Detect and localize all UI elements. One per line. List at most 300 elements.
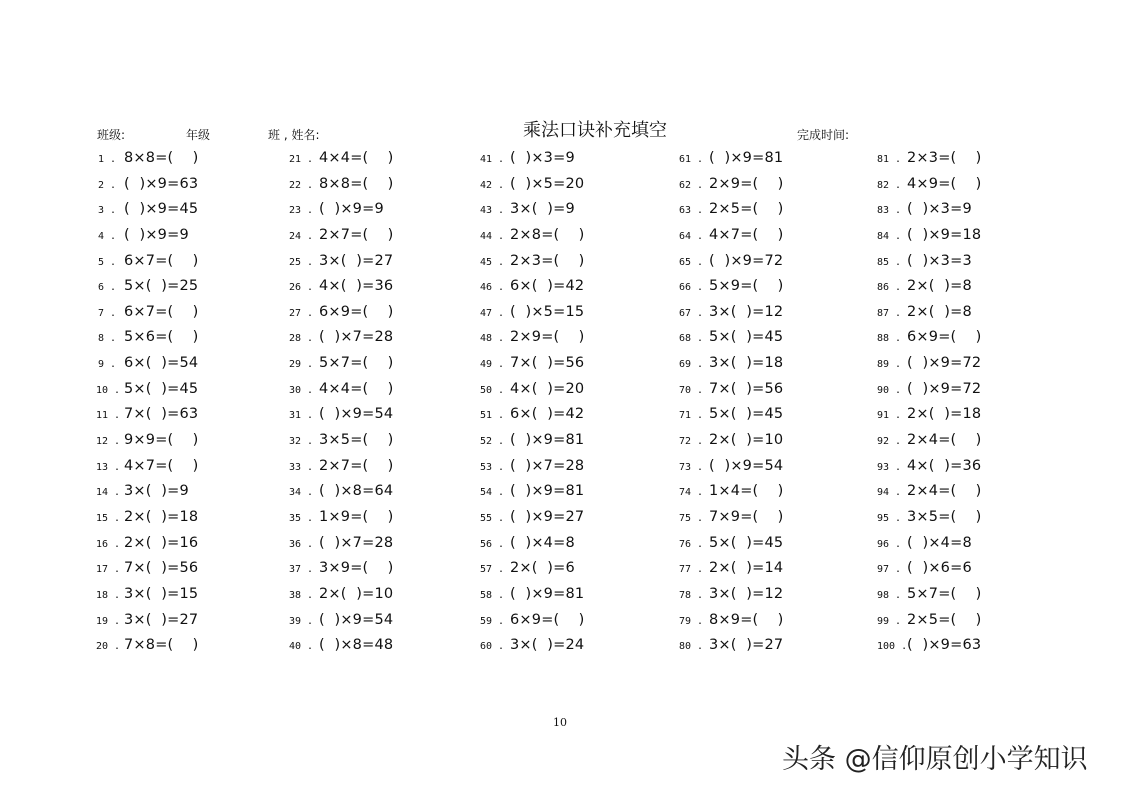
problem-expression: ( )×7=28 xyxy=(510,457,585,474)
problem-number: 47 . xyxy=(480,307,505,319)
problem-item xyxy=(679,606,784,632)
problem-number: 5 . xyxy=(97,256,116,268)
problem-number: 34 . xyxy=(289,487,314,499)
problem-number: 77 . xyxy=(679,564,704,576)
problem-expression: 2×4=( ) xyxy=(907,432,982,449)
problem-item xyxy=(480,298,585,324)
problem-item xyxy=(679,503,784,529)
problem-item xyxy=(289,298,394,324)
problem-number: 58 . xyxy=(480,589,505,601)
problem-expression: ( )×8=48 xyxy=(319,637,394,654)
problem-expression: 3×( )=12 xyxy=(709,585,784,602)
problem-number: 6 . xyxy=(97,282,116,294)
problem-number: 18 . xyxy=(96,589,121,601)
problem-number: 29 . xyxy=(289,359,314,371)
problem-item xyxy=(480,529,585,555)
problem-number: 12 . xyxy=(96,436,121,448)
problem-number: 61 . xyxy=(679,154,704,165)
problem-item xyxy=(480,247,585,273)
problem-item xyxy=(480,272,585,298)
problem-number: 95 . xyxy=(877,512,902,524)
problem-number: 19 . xyxy=(96,615,121,627)
problem-expression: 6×7=( ) xyxy=(124,303,199,320)
problem-expression: 5×( )=45 xyxy=(124,380,199,397)
problem-number: 33 . xyxy=(289,461,314,473)
problem-item xyxy=(877,272,982,298)
problem-number: 74 . xyxy=(679,487,704,499)
problem-number: 2 . xyxy=(97,179,116,191)
problem-item xyxy=(289,631,394,657)
problem-expression: 2×( )=14 xyxy=(709,560,784,577)
problem-item xyxy=(96,144,199,170)
problem-expression: 5×9=( ) xyxy=(709,278,784,295)
problem-expression: 2×3=( ) xyxy=(907,150,982,166)
problem-number: 63 . xyxy=(679,205,704,217)
watermark: 头条 @信仰原创小学知识 xyxy=(782,744,1088,775)
problem-item xyxy=(480,144,585,170)
problem-number: 21 . xyxy=(289,154,314,165)
problem-item xyxy=(877,503,982,529)
problem-number: 22 . xyxy=(289,179,314,191)
problem-expression: 7×( )=56 xyxy=(124,560,199,577)
problem-number: 53 . xyxy=(480,461,505,473)
problem-number: 90 . xyxy=(877,384,902,396)
problem-number: 78 . xyxy=(679,589,704,601)
problem-expression: 7×( )=56 xyxy=(510,355,585,372)
problem-number: 79 . xyxy=(679,615,704,627)
problem-expression: ( )×9=54 xyxy=(709,457,784,474)
problem-number: 60 . xyxy=(480,641,505,653)
problem-item xyxy=(480,426,585,452)
problem-item xyxy=(877,247,982,273)
problem-item xyxy=(289,247,394,273)
problem-number: 27 . xyxy=(289,307,314,319)
problem-item xyxy=(96,452,199,478)
problem-number: 94 . xyxy=(877,487,902,499)
problem-number: 37 . xyxy=(289,564,314,576)
problem-number: 69 . xyxy=(679,359,704,371)
problem-expression: 2×9=( ) xyxy=(510,329,585,346)
problem-item xyxy=(289,195,394,221)
problem-item xyxy=(679,247,784,273)
problem-expression: ( )×9=27 xyxy=(510,508,585,525)
problem-expression: 2×5=( ) xyxy=(907,611,982,628)
problem-expression: 8×8=( ) xyxy=(319,175,394,192)
problem-item xyxy=(289,606,394,632)
problem-item xyxy=(96,170,199,196)
problem-expression: ( )×9=54 xyxy=(319,611,394,628)
problem-expression: ( )×8=64 xyxy=(319,483,394,500)
problem-item xyxy=(480,477,585,503)
problem-expression: 6×7=( ) xyxy=(124,252,199,269)
problem-number: 15 . xyxy=(96,512,121,524)
problem-number: 57 . xyxy=(480,564,505,576)
problem-expression: ( )×9=18 xyxy=(907,226,982,243)
problem-expression: ( )×5=15 xyxy=(510,303,585,320)
problem-item xyxy=(289,426,394,452)
problem-expression: 5×7=( ) xyxy=(319,355,394,372)
problem-number: 46 . xyxy=(480,282,505,294)
problem-number: 84 . xyxy=(877,230,902,242)
problem-item xyxy=(877,195,982,221)
page-number: 10 xyxy=(553,716,567,729)
problem-expression: 1×4=( ) xyxy=(709,483,784,500)
problem-number: 28 . xyxy=(289,333,314,345)
problem-expression: 5×6=( ) xyxy=(124,329,199,346)
class-name-label: 班 , 姓名: xyxy=(268,128,320,142)
problem-number: 99 . xyxy=(877,615,902,627)
problem-number: 23 . xyxy=(289,205,314,217)
problem-expression: ( )×3=3 xyxy=(907,252,972,269)
problem-number: 40 . xyxy=(289,641,314,653)
problem-expression: 3×( )=18 xyxy=(709,355,784,372)
problem-expression: 4×4=( ) xyxy=(319,150,394,166)
problem-number: 93 . xyxy=(877,461,902,473)
problem-expression: ( )×9=54 xyxy=(319,406,394,423)
problem-expression: 2×( )=8 xyxy=(907,278,972,295)
problem-expression: 4×( )=36 xyxy=(319,278,394,295)
problem-number: 67 . xyxy=(679,307,704,319)
problem-expression: 6×9=( ) xyxy=(907,329,982,346)
problem-number: 31 . xyxy=(289,410,314,422)
problem-item xyxy=(877,375,982,401)
problem-expression: 2×( )=18 xyxy=(907,406,982,423)
problem-number: 50 . xyxy=(480,384,505,396)
problem-item xyxy=(289,452,394,478)
problem-item xyxy=(96,400,199,426)
problem-expression: ( )×5=20 xyxy=(510,175,585,192)
problem-item xyxy=(96,349,199,375)
problem-expression: 2×4=( ) xyxy=(907,483,982,500)
problem-item xyxy=(289,554,394,580)
problem-number: 42 . xyxy=(480,179,505,191)
problem-expression: 2×9=( ) xyxy=(709,175,784,192)
problem-expression: 3×( )=24 xyxy=(510,637,585,654)
problem-item xyxy=(877,170,982,196)
problem-item xyxy=(679,580,784,606)
problem-number: 76 . xyxy=(679,538,704,550)
problem-expression: 2×5=( ) xyxy=(709,201,784,218)
problem-expression: 2×7=( ) xyxy=(319,457,394,474)
problem-number: 62 . xyxy=(679,179,704,191)
problem-number: 83 . xyxy=(877,205,902,217)
problem-item xyxy=(289,529,394,555)
problem-expression: 3×9=( ) xyxy=(319,560,394,577)
problem-expression: 4×4=( ) xyxy=(319,380,394,397)
problem-number: 7 . xyxy=(97,307,116,319)
problem-item xyxy=(96,503,199,529)
problem-item xyxy=(289,375,394,401)
problem-item xyxy=(480,349,585,375)
problem-expression: 7×8=( ) xyxy=(124,637,199,654)
problem-expression: 4×7=( ) xyxy=(709,226,784,243)
problem-item xyxy=(96,375,199,401)
problem-expression: 2×8=( ) xyxy=(510,226,585,243)
problem-item xyxy=(877,426,982,452)
problem-item xyxy=(480,452,585,478)
problem-item xyxy=(679,170,784,196)
problem-number: 17 . xyxy=(96,564,121,576)
problem-number: 8 . xyxy=(97,333,116,345)
problem-expression: 4×7=( ) xyxy=(124,457,199,474)
problem-item xyxy=(480,400,585,426)
grade-label: 年级 xyxy=(186,128,211,142)
problem-expression: 3×( )=15 xyxy=(124,585,199,602)
problem-expression: 8×8=( ) xyxy=(124,150,199,166)
problem-expression: ( )×7=28 xyxy=(319,329,394,346)
problem-expression: 3×( )=27 xyxy=(124,611,199,628)
problem-number: 52 . xyxy=(480,436,505,448)
problem-expression: ( )×9=81 xyxy=(510,585,585,602)
problem-number: 70 . xyxy=(679,384,704,396)
problem-item xyxy=(877,349,982,375)
problem-expression: 5×( )=45 xyxy=(709,329,784,346)
problem-item xyxy=(679,195,784,221)
problem-item xyxy=(289,221,394,247)
problem-item xyxy=(877,144,982,170)
problem-item xyxy=(96,272,199,298)
problem-expression: 3×( )=9 xyxy=(510,201,575,218)
problem-expression: 5×( )=45 xyxy=(709,534,784,551)
problem-expression: 2×( )=10 xyxy=(319,585,394,602)
problem-item xyxy=(96,323,199,349)
problem-number: 16 . xyxy=(96,538,121,550)
problem-number: 85 . xyxy=(877,256,902,268)
problem-item xyxy=(679,529,784,555)
problem-item xyxy=(96,529,199,555)
problem-item xyxy=(679,631,784,657)
problem-item xyxy=(96,247,199,273)
problem-number: 3 . xyxy=(97,205,116,217)
problem-expression: ( )×4=8 xyxy=(510,534,575,551)
problem-item xyxy=(480,170,585,196)
problem-expression: 6×( )=42 xyxy=(510,406,585,423)
problem-item xyxy=(289,580,394,606)
problem-expression: 5×7=( ) xyxy=(907,585,982,602)
problem-expression: ( )×9=81 xyxy=(709,150,784,166)
class-label: 班级: xyxy=(97,128,126,142)
problem-item xyxy=(96,477,199,503)
problem-item xyxy=(679,298,784,324)
problem-item xyxy=(96,221,199,247)
problem-item xyxy=(679,221,784,247)
problem-expression: 3×5=( ) xyxy=(907,508,982,525)
problem-number: 14 . xyxy=(96,487,121,499)
problem-expression: 7×9=( ) xyxy=(709,508,784,525)
problem-expression: 2×3=( ) xyxy=(510,252,585,269)
problem-number: 97 . xyxy=(877,564,902,576)
problem-number: 66 . xyxy=(679,282,704,294)
problem-number: 71 . xyxy=(679,410,704,422)
problem-expression: ( )×9=45 xyxy=(124,201,199,218)
problem-item xyxy=(679,144,784,170)
problem-number: 20 . xyxy=(96,641,121,653)
problem-number: 44 . xyxy=(480,230,505,242)
problem-expression: 6×9=( ) xyxy=(510,611,585,628)
problem-number: 39 . xyxy=(289,615,314,627)
problem-number: 54 . xyxy=(480,487,505,499)
problem-number: 11 . xyxy=(96,410,121,422)
problem-number: 91 . xyxy=(877,410,902,422)
problem-expression: ( )×9=63 xyxy=(907,637,982,654)
problem-item xyxy=(480,195,585,221)
problem-item xyxy=(877,631,982,657)
problem-item xyxy=(877,606,982,632)
problem-number: 25 . xyxy=(289,256,314,268)
problem-number: 41 . xyxy=(480,154,505,165)
problem-column-1 xyxy=(96,144,199,657)
problem-item xyxy=(679,323,784,349)
problem-expression: 4×( )=36 xyxy=(907,457,982,474)
problem-expression: 9×9=( ) xyxy=(124,432,199,449)
problem-item xyxy=(679,400,784,426)
problem-item xyxy=(289,477,394,503)
problem-item xyxy=(877,554,982,580)
worksheet-title: 乘法口诀补充填空 xyxy=(523,120,667,141)
problem-expression: 2×( )=6 xyxy=(510,560,575,577)
problem-column-5 xyxy=(877,144,982,657)
problem-expression: ( )×9=72 xyxy=(709,252,784,269)
problem-expression: 2×( )=16 xyxy=(124,534,199,551)
problem-expression: 6×( )=42 xyxy=(510,278,585,295)
problem-item xyxy=(679,452,784,478)
problem-expression: 4×( )=20 xyxy=(510,380,585,397)
problem-number: 35 . xyxy=(289,512,314,524)
problem-number: 24 . xyxy=(289,230,314,242)
problem-number: 68 . xyxy=(679,333,704,345)
problem-item xyxy=(96,631,199,657)
problem-expression: 8×9=( ) xyxy=(709,611,784,628)
problem-expression: ( )×4=8 xyxy=(907,534,972,551)
problem-expression: ( )×9=72 xyxy=(907,355,982,372)
problem-expression: 5×( )=45 xyxy=(709,406,784,423)
problem-number: 82 . xyxy=(877,179,902,191)
problem-expression: 2×( )=10 xyxy=(709,432,784,449)
problem-item xyxy=(877,529,982,555)
problem-number: 56 . xyxy=(480,538,505,550)
problem-item xyxy=(96,298,199,324)
problem-number: 73 . xyxy=(679,461,704,473)
problem-item xyxy=(679,554,784,580)
problem-item xyxy=(877,400,982,426)
problem-number: 80 . xyxy=(679,641,704,653)
problem-item xyxy=(480,631,585,657)
problem-item xyxy=(480,323,585,349)
problem-number: 86 . xyxy=(877,282,902,294)
problem-item xyxy=(289,400,394,426)
problem-item xyxy=(96,426,199,452)
problem-number: 36 . xyxy=(289,538,314,550)
problem-number: 45 . xyxy=(480,256,505,268)
problem-expression: 7×( )=63 xyxy=(124,406,199,423)
problem-expression: 3×( )=27 xyxy=(709,637,784,654)
problem-expression: 3×( )=12 xyxy=(709,303,784,320)
problem-column-2 xyxy=(289,144,394,657)
problem-number: 55 . xyxy=(480,512,505,524)
problem-item xyxy=(679,426,784,452)
problem-item xyxy=(96,554,199,580)
problem-expression: 6×9=( ) xyxy=(319,303,394,320)
problem-item xyxy=(877,452,982,478)
problem-item xyxy=(480,221,585,247)
problem-expression: 3×( )=9 xyxy=(124,483,189,500)
problem-expression: ( )×3=9 xyxy=(510,150,575,166)
problem-number: 59 . xyxy=(480,615,505,627)
problem-expression: ( )×6=6 xyxy=(907,560,972,577)
problem-expression: ( )×9=9 xyxy=(319,201,384,218)
problem-number: 38 . xyxy=(289,589,314,601)
problem-expression: 6×( )=54 xyxy=(124,355,199,372)
problem-number: 9 . xyxy=(97,359,116,371)
problem-number: 81 . xyxy=(877,154,902,165)
problem-item xyxy=(96,606,199,632)
problem-number: 96 . xyxy=(877,538,902,550)
problem-number: 64 . xyxy=(679,230,704,242)
problem-expression: 2×( )=8 xyxy=(907,303,972,320)
problem-item xyxy=(679,349,784,375)
problem-item xyxy=(679,477,784,503)
problem-expression: 2×7=( ) xyxy=(319,226,394,243)
problem-number: 30 . xyxy=(289,384,314,396)
problem-number: 4 . xyxy=(97,230,116,242)
problem-item xyxy=(877,323,982,349)
problem-expression: 4×9=( ) xyxy=(907,175,982,192)
problem-expression: ( )×9=81 xyxy=(510,432,585,449)
problem-number: 88 . xyxy=(877,333,902,345)
problem-expression: 7×( )=56 xyxy=(709,380,784,397)
problem-column-3 xyxy=(480,144,585,657)
problem-number: 100 . xyxy=(877,641,908,653)
problem-expression: ( )×9=72 xyxy=(907,380,982,397)
problem-number: 10 . xyxy=(96,384,121,396)
problem-item xyxy=(289,349,394,375)
problem-expression: ( )×9=63 xyxy=(124,175,199,192)
problem-number: 51 . xyxy=(480,410,505,422)
problem-item xyxy=(480,580,585,606)
problem-number: 26 . xyxy=(289,282,314,294)
problem-item xyxy=(289,170,394,196)
problem-number: 32 . xyxy=(289,436,314,448)
problem-expression: ( )×9=81 xyxy=(510,483,585,500)
problem-item xyxy=(877,477,982,503)
problem-item xyxy=(289,272,394,298)
problem-number: 89 . xyxy=(877,359,902,371)
problem-expression: ( )×7=28 xyxy=(319,534,394,551)
problem-item xyxy=(480,503,585,529)
problem-item xyxy=(289,144,394,170)
problem-item xyxy=(96,580,199,606)
problem-expression: 2×( )=18 xyxy=(124,508,199,525)
problem-number: 98 . xyxy=(877,589,902,601)
problem-number: 92 . xyxy=(877,436,902,448)
problem-item xyxy=(96,195,199,221)
problem-item xyxy=(679,272,784,298)
problem-item xyxy=(679,375,784,401)
problem-expression: 1×9=( ) xyxy=(319,508,394,525)
problem-expression: 3×5=( ) xyxy=(319,432,394,449)
problem-item xyxy=(480,375,585,401)
problem-column-4 xyxy=(679,144,784,657)
problem-item xyxy=(877,298,982,324)
completion-time-label: 完成时间: xyxy=(797,128,850,142)
problem-number: 49 . xyxy=(480,359,505,371)
problem-expression: 3×( )=27 xyxy=(319,252,394,269)
problem-number: 43 . xyxy=(480,205,505,217)
problem-item xyxy=(289,503,394,529)
problem-number: 72 . xyxy=(679,436,704,448)
problem-number: 75 . xyxy=(679,512,704,524)
problem-number: 13 . xyxy=(96,461,121,473)
